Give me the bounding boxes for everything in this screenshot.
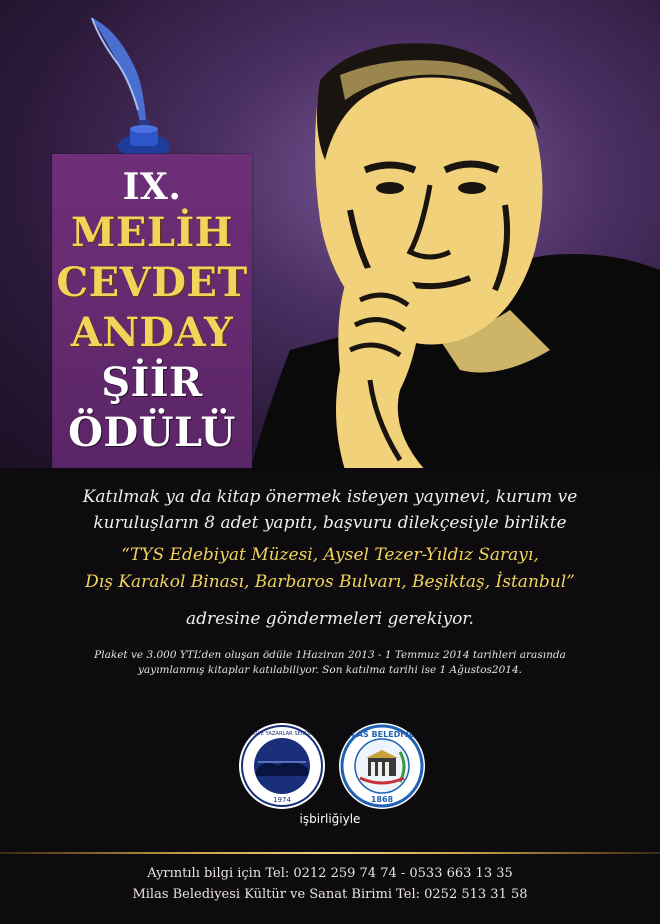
note-line-2: yayımlanmış kitaplar katılabiliyor. Son katılma tarihi ise 1 Ağustos2014. <box>138 664 522 676</box>
tys-year: 1974 <box>273 796 291 804</box>
title-line-2: CEVDET <box>56 259 248 306</box>
note-line-1: Plaket ve 3.000 YTL’den oluşan ödüle 1Haziran 2013 - 1 Temmuz 2014 tarihleri arasında <box>94 649 566 661</box>
contact-line-1: Ayrıntılı bilgi için Tel: 0212 259 74 74 - 0533 663 13 35 <box>147 866 513 881</box>
intro-text <box>40 484 620 536</box>
info-area <box>0 468 660 924</box>
cooperation-label: işbirliğiyle <box>299 812 361 826</box>
intro-line-2: kuruluşların 8 adet yapıtı, başvuru dilekçesiyle birlikte <box>93 513 567 533</box>
poet-portrait-illustration <box>250 20 660 470</box>
address-line-1: “TYS Edebiyat Müzesi, Aysel Tezer-Yıldız Sarayı, <box>121 545 539 565</box>
milas-belediyesi-logo <box>338 722 426 810</box>
intro-line-1: Katılmak ya da kitap önermek isteyen yayınevi, kurum ve <box>82 487 578 507</box>
quill-inkwell-icon <box>78 10 188 160</box>
title-line-4: ŞİİR <box>101 359 203 406</box>
award-title-panel <box>52 154 252 468</box>
title-line-1: MELİH <box>71 209 233 256</box>
outro-text: adresine göndermeleri gerekiyor. <box>186 609 474 629</box>
tys-name: TÜRKİYE YAZARLAR SENDİKASI <box>241 731 323 737</box>
prize-note <box>90 648 570 678</box>
edition-number: IX. <box>122 166 182 208</box>
contact-line-2: Milas Belediyesi Kültür ve Sanat Birimi Tel: 0252 513 31 58 <box>132 887 528 902</box>
milas-name: MİLAS BELEDİYESİ <box>340 730 424 739</box>
title-line-3: ANDAY <box>70 309 234 356</box>
gold-divider <box>0 852 660 854</box>
address-line-2: Dış Karakol Binası, Barbaros Bulvarı, Beşiktaş, İstanbul” <box>85 572 575 592</box>
address-text <box>30 542 630 596</box>
tys-logo <box>238 722 326 810</box>
milas-year: 1868 <box>370 795 394 804</box>
title-line-5: ÖDÜLÜ <box>68 409 236 456</box>
